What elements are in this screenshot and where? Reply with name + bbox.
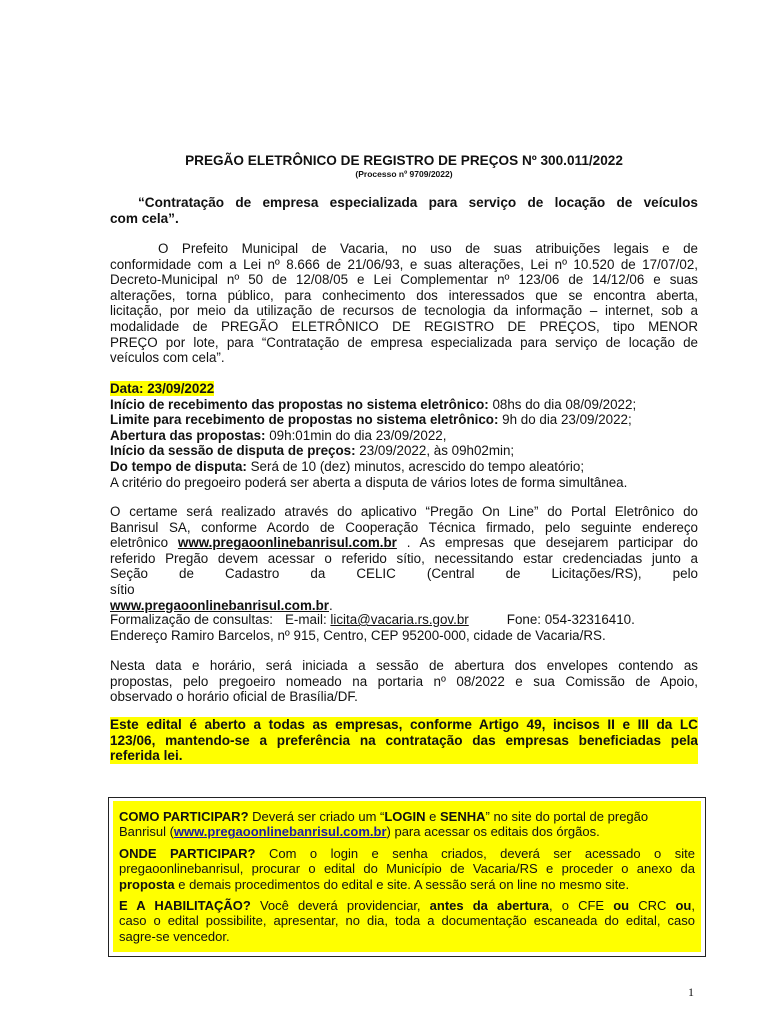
email-link[interactable]: licita@vacaria.rs.gov.br: [330, 612, 469, 627]
certame-paragraph: [110, 504, 698, 613]
notice-line: 123/06, mantendo-se a preferência na contratação das empresas beneficiadas pela: [110, 732, 698, 748]
box-text: ) para acessar os editais dos órgãos.: [386, 824, 600, 840]
session-line: Nesta data e horário, será iniciada a sessão de abertura dos envelopes contendo as: [110, 658, 698, 673]
box-heading: ONDE PARTICIPAR?: [119, 845, 256, 861]
intro-line: modalidade de PREGÃO ELETRÔNICO DE REGISTRO DE PREÇOS, tipo MENOR: [110, 318, 698, 334]
schedule-section: [110, 381, 698, 490]
certame-line: referido Pregão devem acessar o referido sítio, necessitando estar credenciadas junto a: [110, 550, 698, 566]
portal-link[interactable]: www.pregaoonlinebanrisul.com.br: [177, 535, 397, 551]
address-line: Endereço Ramiro Barcelos, nº 915, Centro, CEP 95200-000, cidade de Vacaria/RS.: [110, 627, 606, 643]
box-heading: COMO PARTICIPAR?: [119, 809, 249, 824]
portal-link[interactable]: www.pregaoonlinebanrisul.com.br: [110, 597, 329, 613]
box-text: e: [425, 809, 440, 824]
box-text: proposta: [119, 876, 175, 892]
highlight-notice: [110, 717, 698, 764]
how-to-participate: [119, 809, 695, 840]
how-to-participate-box: [108, 797, 706, 957]
intro-line: veículos com cela”.: [110, 350, 225, 366]
box-text: Deverá ser criado um “: [248, 809, 385, 824]
session-paragraph: [110, 658, 698, 705]
intro-line: conformidade com a Lei nº 8.666 de 21/06/93, e suas alterações, Lei nº 10.520 de 17/07/02,: [110, 256, 698, 272]
box-text: ” no site do portal de pregão: [485, 809, 649, 824]
box-text: ou: [613, 898, 630, 914]
box-text: Você deverá providenciar,: [250, 898, 430, 914]
schedule-value: Será de 10 (dez) minutos, acrescido do tempo aleatório;: [246, 458, 585, 474]
certame-text: eletrônico: [110, 535, 178, 551]
intro-line: Decreto-Municipal nº 50 de 12/08/05 e Lei Complementar nº 123/06 de 14/12/06 e suas: [110, 272, 698, 288]
schedule-note: A critério do pregoeiro poderá ser aberta a disputa de vários lotes de forma simultânea.: [110, 474, 628, 490]
certame-text: .: [329, 597, 333, 613]
consult-label: Formalização de consultas:: [110, 612, 273, 627]
phone-number: Fone: 054-32316410.: [506, 612, 635, 627]
schedule-value: 09h:01min do dia 23/09/2022,: [265, 427, 447, 443]
box-text: , o CFE: [549, 898, 614, 914]
box-text: sagre-se vencedor.: [119, 928, 230, 944]
box-heading: E A HABILITAÇÃO?: [119, 898, 251, 914]
box-text: CRC: [629, 898, 676, 914]
schedule-value: 9h do dia 23/09/2022;: [498, 412, 632, 428]
schedule-label: Do tempo de disputa:: [110, 458, 247, 474]
session-line: propostas, pelo pregoeiro nomeado na portaria nº 08/2022 e sua Comissão de Apoio,: [110, 673, 698, 689]
schedule-label: Limite para recebimento de propostas no sistema eletrônico:: [110, 412, 499, 428]
portal-link[interactable]: www.pregaoonlinebanrisul.com.br: [173, 824, 387, 840]
object-paragraph: [110, 195, 698, 226]
certame-line: Seção de Cadastro da CELIC (Central de Licitações/RS), pelo sítio: [110, 566, 698, 597]
intro-line: PREÇO por lote, para “Contratação de empresa especializada para serviço de locação de: [110, 334, 698, 350]
session-date: Data: 23/09/2022: [110, 381, 215, 396]
schedule-label: Início da sessão de disputa de preços:: [110, 443, 356, 459]
session-line: observado o horário oficial de Brasília/DF.: [110, 689, 358, 705]
box-text: caso o edital possibilite, apresentar, no dia, toda a documentação escaneada do edital, caso: [119, 913, 695, 929]
box-text: SENHA: [439, 809, 486, 824]
process-number: (Processo nº 9709/2022): [355, 169, 453, 179]
email-label: E-mail:: [285, 612, 331, 627]
schedule-value: 08hs do dia 08/09/2022;: [488, 396, 637, 412]
qualification-info: [119, 898, 695, 944]
box-text: LOGIN: [384, 809, 426, 824]
page-number: 1: [688, 985, 694, 999]
box-text: antes da abertura: [429, 898, 550, 914]
certame-text: . As empresas que desejarem participar do: [396, 535, 698, 551]
notice-line: referida lei.: [110, 748, 183, 764]
schedule-label: Início de recebimento das propostas no sistema eletrônico:: [110, 396, 489, 412]
object-line: “Contratação de empresa especializada para serviço de locação de veículos: [138, 195, 698, 210]
box-text: Com o login e senha criados, deverá ser acessado o site: [255, 845, 695, 861]
schedule-value: 23/09/2022, às 09h02min;: [355, 443, 515, 459]
contact-section: [110, 612, 698, 643]
intro-line: licitação, por meio da utilização de recursos de tecnologia da informação – internet, sob a: [110, 303, 698, 319]
schedule-label: Abertura das propostas:: [110, 427, 266, 443]
box-text: ou: [675, 898, 692, 914]
intro-line: alterações, torna público, para conhecimento dos interessados que se encontra aberta,: [110, 287, 698, 303]
intro-line: O Prefeito Municipal de Vacaria, no uso de suas atribuições legais e de: [158, 241, 698, 256]
where-to-participate: [119, 846, 695, 892]
certame-line: Banrisul SA, conforme Acordo de Cooperação Técnica firmado, pelo seguinte endereço: [110, 519, 698, 535]
box-text: e demais procedimentos do edital e site. A sessão será on line no mesmo site.: [174, 876, 630, 892]
object-line: com cela”.: [110, 210, 179, 226]
intro-paragraph: [110, 241, 698, 366]
box-text: ,: [691, 898, 695, 914]
certame-line: O certame será realizado através do aplicativo “Pregão On Line” do Portal Eletrônico do: [110, 504, 698, 519]
notice-line: Este edital é aberto a todas as empresas, conforme Artigo 49, incisos II e III da LC: [110, 717, 698, 732]
document-title: PREGÃO ELETRÔNICO DE REGISTRO DE PREÇOS Nº 300.011/2022: [185, 153, 623, 168]
box-text: Banrisul (: [119, 824, 174, 840]
box-text: pregaoonlinebanrisul, procurar o edital do Município de Vacaria/RS e proceder o anexo da: [119, 861, 695, 877]
